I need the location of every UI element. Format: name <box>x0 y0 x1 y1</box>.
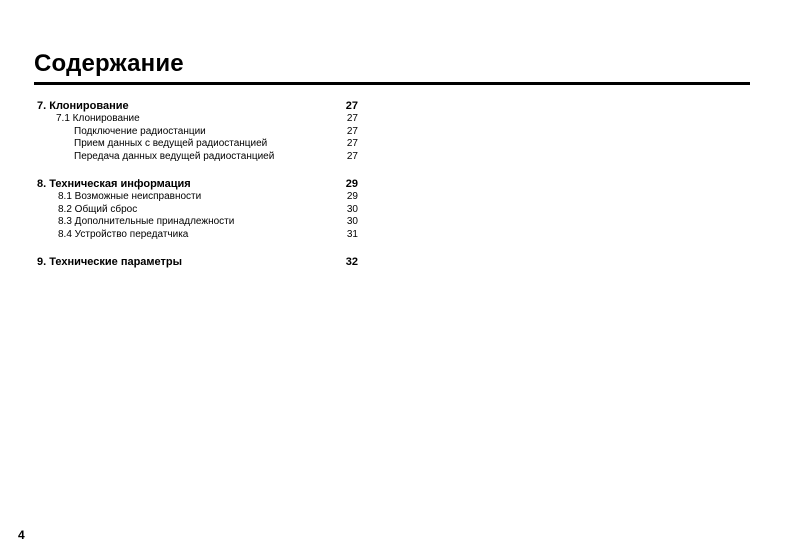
toc-entry[interactable] <box>37 138 358 151</box>
title-divider <box>34 82 750 85</box>
toc-entry[interactable] <box>37 100 358 113</box>
toc-entry-page: 29 <box>345 177 358 190</box>
toc-entry-label: 8.1 Возможные неисправности <box>58 190 202 202</box>
toc-section-technical-info <box>37 178 358 242</box>
toc-entry-page: 30 <box>346 203 358 215</box>
page-title: Содержание <box>34 50 184 77</box>
toc-entry-page: 32 <box>345 255 358 268</box>
toc-entry-label: 8.2 Общий сброс <box>58 203 138 215</box>
toc-entry-label: 8. Техническая информация <box>37 177 191 190</box>
toc-entry[interactable] <box>37 126 358 139</box>
page-number: 4 <box>18 528 25 542</box>
toc-entry[interactable] <box>37 151 358 164</box>
toc-entry-label: 8.4 Устройство передатчика <box>58 228 189 240</box>
toc-entry[interactable] <box>37 113 358 126</box>
toc-entry[interactable] <box>37 229 358 242</box>
toc-entry-page: 31 <box>346 228 358 240</box>
toc-entry[interactable] <box>37 204 358 217</box>
toc-entry-label: 8.3 Дополнительные принадлежности <box>58 216 235 228</box>
toc-section-technical-params <box>37 256 358 269</box>
toc-entry-label: Подключение радиостанции <box>74 125 206 137</box>
toc-entry-page: 29 <box>346 190 358 202</box>
toc-entry-page: 27 <box>346 138 358 150</box>
toc-entry-label: 7.1 Клонирование <box>56 113 140 124</box>
toc-entry-label: Прием данных с ведущей радиостанцией <box>74 138 268 150</box>
toc-entry-page: 30 <box>346 216 358 228</box>
toc-entry-label: Передача данных ведущей радиостанцией <box>74 151 275 163</box>
toc-entry[interactable] <box>37 216 358 229</box>
toc-entry-label: 9. Технические параметры <box>37 255 183 268</box>
table-of-contents <box>37 100 358 283</box>
toc-entry-page: 27 <box>346 113 358 124</box>
toc-entry[interactable] <box>37 256 358 269</box>
toc-entry-page: 27 <box>346 125 358 137</box>
toc-entry-page: 27 <box>345 100 358 112</box>
toc-entry-page: 27 <box>346 151 358 163</box>
toc-entry-label: 7. Клонирование <box>37 100 129 112</box>
toc-entry[interactable] <box>37 178 358 191</box>
toc-section-cloning <box>37 100 358 164</box>
toc-entry[interactable] <box>37 191 358 204</box>
